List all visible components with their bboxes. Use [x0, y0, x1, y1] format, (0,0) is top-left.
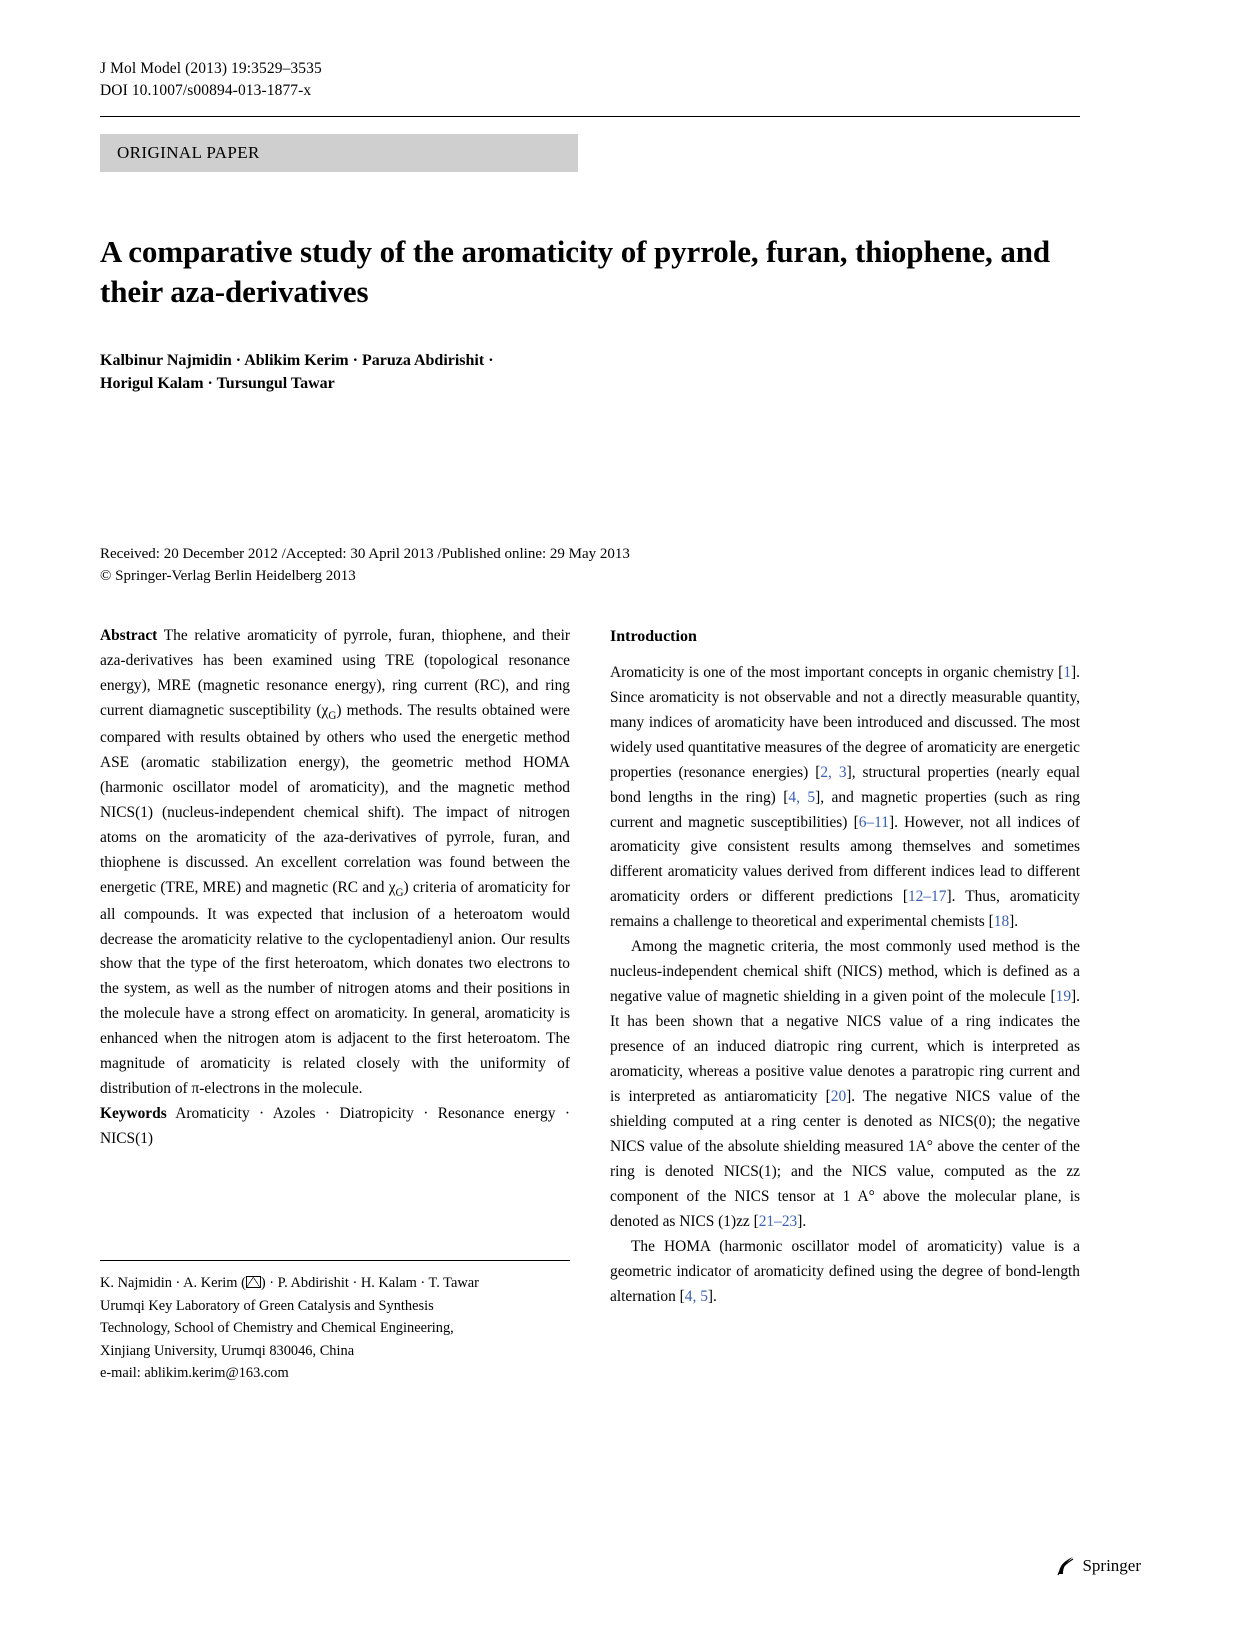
envelope-icon	[246, 1276, 261, 1288]
paper-type-badge	[100, 134, 578, 172]
citation-link[interactable]: 4, 5	[684, 1287, 708, 1305]
intro-paragraph-1: Aromaticity is one of the most important concepts in organic chemistry [1]. Since aromaticity is not observable and not a directly measurable quantity, many indices of aromaticity have been introduced and discussed. The most widely used quantitative measures of the degree of aromaticity are energetic properties (resonance energies) [2, 3], structural properties (nearly equal bond lengths in the ring) [4, 5], and magnetic properties (such as ring current and magnetic susceptibilities) [6–11]. However, not all indices of aromaticity give consistent results among themselves and sometimes different aromaticity values derived from different indices lead to different aromaticity orders or different predictions [12–17]. Thus, aromaticity remains a challenge to theoretical and experimental chemists [18].	[610, 663, 1081, 931]
footnote-divider	[100, 1260, 570, 1261]
section-heading-introduction: Introduction	[610, 627, 697, 645]
email-line: e-mail: ablikim.kerim@163.com	[100, 1364, 289, 1381]
author-line-1: Kalbinur Najmidin · Ablikim Kerim · Paruza Abdirishit ·	[100, 351, 494, 369]
affiliation-line-2: Technology, School of Chemistry and Chemical Engineering,	[100, 1320, 454, 1337]
right-column	[610, 624, 1080, 1385]
journal-reference: J Mol Model (2013) 19:3529–3535	[100, 60, 322, 77]
author-line-2: Horigul Kalam · Tursungul Tawar	[100, 374, 335, 392]
left-column	[100, 624, 570, 1385]
citation-link[interactable]: 19	[1055, 988, 1072, 1006]
springer-logo-icon	[1056, 1554, 1076, 1576]
publisher-footer	[1056, 1554, 1141, 1576]
page-content	[100, 58, 1080, 1384]
publisher-name: Springer	[1082, 1556, 1141, 1575]
copyright-line: © Springer-Verlag Berlin Heidelberg 2013	[100, 568, 356, 585]
correspondence-authors-a: K. Najmidin · A. Kerim (	[100, 1275, 246, 1292]
citation-link[interactable]: 21–23	[758, 1212, 798, 1230]
citation-link[interactable]: 6–11	[858, 813, 889, 831]
page-title: A comparative study of the aromaticity of pyrrole, furan, thiophene, and their aza-derivatives	[100, 233, 1051, 310]
correspondence-authors-b: ) · P. Abdirishit · H. Kalam · T. Tawar	[260, 1275, 479, 1292]
abstract-paragraph	[100, 624, 570, 1102]
intro-paragraph-2: Among the magnetic criteria, the most commonly used method is the nucleus-independent chemical shift (NICS) method, which is defined as a negative value of magnetic shielding in a given point of the molecule [19]. It has been shown that a negative NICS value of a ring indicates the presence of an induced diatropic ring current, which is interpreted as aromaticity, whereas a positive value denotes a paratropic ring current and is interpreted as antiaromaticity [20]. The negative NICS value of the shielding computed at a ring center is denoted as NICS(0); the negative NICS value of the absolute shielding measured 1A° above the center of the ring is denoted NICS(1); and the NICS value, computed as the zz component of the NICS tensor at 1 A° above the molecular plane, is denoted as NICS (1)zz [21–23].	[610, 938, 1080, 1230]
doi-line: DOI 10.1007/s00894-013-1877-x	[100, 82, 312, 100]
correspondence-authors	[100, 1272, 570, 1294]
affiliation-line-1: Urumqi Key Laboratory of Green Catalysis and Synthesis	[100, 1297, 434, 1314]
keywords-paragraph	[100, 1102, 570, 1152]
author-list	[100, 349, 1080, 395]
intro-paragraph-3: The HOMA (harmonic oscillator model of aromaticity) value is a geometric indicator of aromaticity defined using the degree of bond-length alternation [4, 5].	[610, 1237, 1080, 1305]
citation-link[interactable]: 2, 3	[820, 763, 847, 781]
citation-link[interactable]: 18	[993, 913, 1010, 931]
citation-link[interactable]: 1	[1063, 663, 1072, 681]
affiliation-line-3: Xinjiang University, Urumqi 830046, China	[100, 1342, 355, 1359]
paper-type-label: ORIGINAL PAPER	[117, 142, 260, 162]
body-columns	[100, 624, 1080, 1385]
abstract-text: The relative aromaticity of pyrrole, furan, thiophene, and their aza-derivatives has been examined using TRE (topological resonance energy), MRE (magnetic resonance energy), ring current (RC), and ring current diamagnetic susceptibility $(\chi_G)$ methods. The results obtained were compared with results obtained by others who used the energetic method ASE (aromatic stabilization energy), the geometric method HOMA (harmonic oscillator model of aromaticity), and the magnetic method NICS(1) (nucleus-independent chemical shift). The impact of nitrogen atoms on the aromaticity of the aza-derivatives of pyrrole, furan, and thiophene is discussed. An excellent correlation was found between the energetic (TRE, MRE) and magnetic (RC and $\chi_G$) criteria of aromaticity for all compounds. It was expected that inclusion of a heteroatom would decrease the aromaticity relative to the cyclopentadienyl anion. Our results show that the type of the first heteroatom, which donates two electrons to the system, as well as the number of nitrogen atoms and their positions in the molecule have a strong effect on aromaticity. In general, aromaticity is enhanced when the nitrogen atom is adjacent to the first heteroatom. The magnitude of aromaticity is related closely with the uniformity of distribution of π-electrons in the molecule.	[100, 626, 570, 1098]
abstract-label: Abstract	[100, 626, 158, 644]
journal-header	[100, 58, 1080, 103]
citation-link[interactable]: 4, 5	[788, 788, 816, 806]
keywords-label: Keywords	[100, 1105, 167, 1123]
header-divider	[100, 116, 1080, 117]
correspondence-block	[100, 1272, 570, 1384]
keywords-text: Aromaticity · Azoles · Diatropicity · Resonance energy · NICS(1)	[100, 1105, 570, 1148]
citation-link[interactable]: 20	[830, 1088, 847, 1106]
publication-dates: Received: 20 December 2012 /Accepted: 30 April 2013 /Published online: 29 May 2013	[100, 545, 630, 562]
citation-link[interactable]: 12–17	[907, 888, 947, 906]
